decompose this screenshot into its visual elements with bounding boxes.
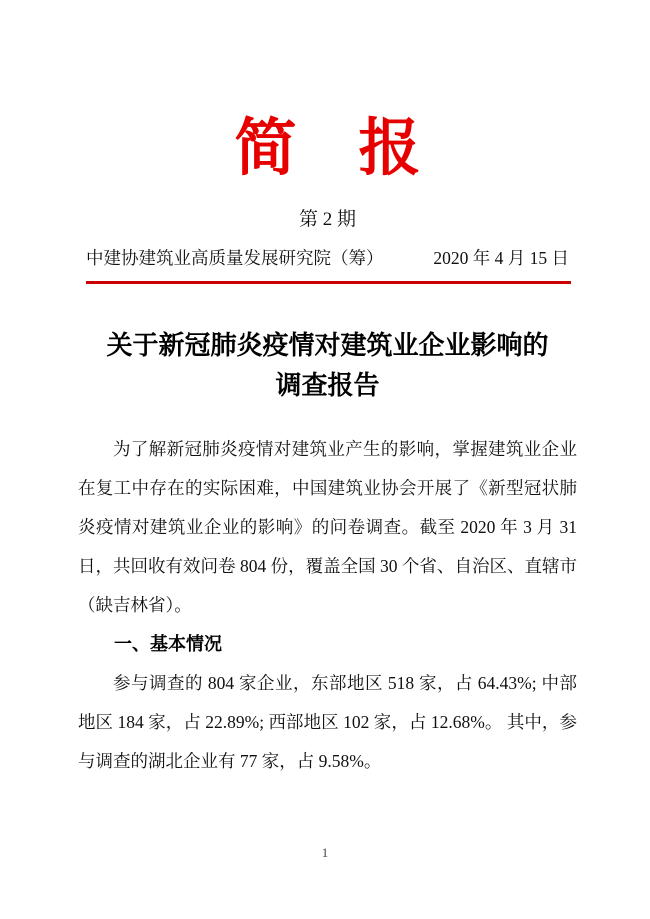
bulletin-title: 简 报 bbox=[234, 115, 421, 183]
intro-paragraph: 为了解新冠肺炎疫情对建筑业产生的影响，掌握建筑业企业在复工中存在的实际困难，中国建筑业协会开展了《新型冠状肺炎疫情对建筑业企业的影响》的问卷调查。截至 2020 年 3 月 31 日，共回收有效问卷 804 份，覆盖全国 30 个省、自治区、直辖市（缺吉林省）。 bbox=[78, 438, 577, 615]
masthead-divider-rule bbox=[86, 281, 571, 284]
section1-paragraph: 参与调查的 804 家企业，东部地区 518 家，占 64.43%; 中部地区 184 家，占 22.89%; 西部地区 102 家，占 12.68%。 其中，参与调查的湖北企业有 77 家，占 9.58%。 bbox=[78, 672, 577, 771]
page-content bbox=[0, 115, 650, 860]
publisher-name: 中建协建筑业高质量发展研究院（筹） bbox=[86, 247, 384, 268]
masthead bbox=[78, 116, 577, 284]
publication-date: 2020 年 4 月 15 日 bbox=[433, 247, 569, 268]
report-title-line2: 调查报告 bbox=[275, 370, 380, 400]
report-title bbox=[78, 326, 577, 406]
report-title-line1: 关于新冠肺炎疫情对建筑业企业影响的 bbox=[106, 330, 549, 360]
publisher-row bbox=[78, 247, 577, 270]
issue-number: 第 2 期 bbox=[298, 208, 356, 230]
page-number: 1 bbox=[321, 845, 329, 860]
section-heading-basic-info: 一、基本情况 bbox=[114, 633, 222, 654]
report-body bbox=[78, 326, 577, 781]
